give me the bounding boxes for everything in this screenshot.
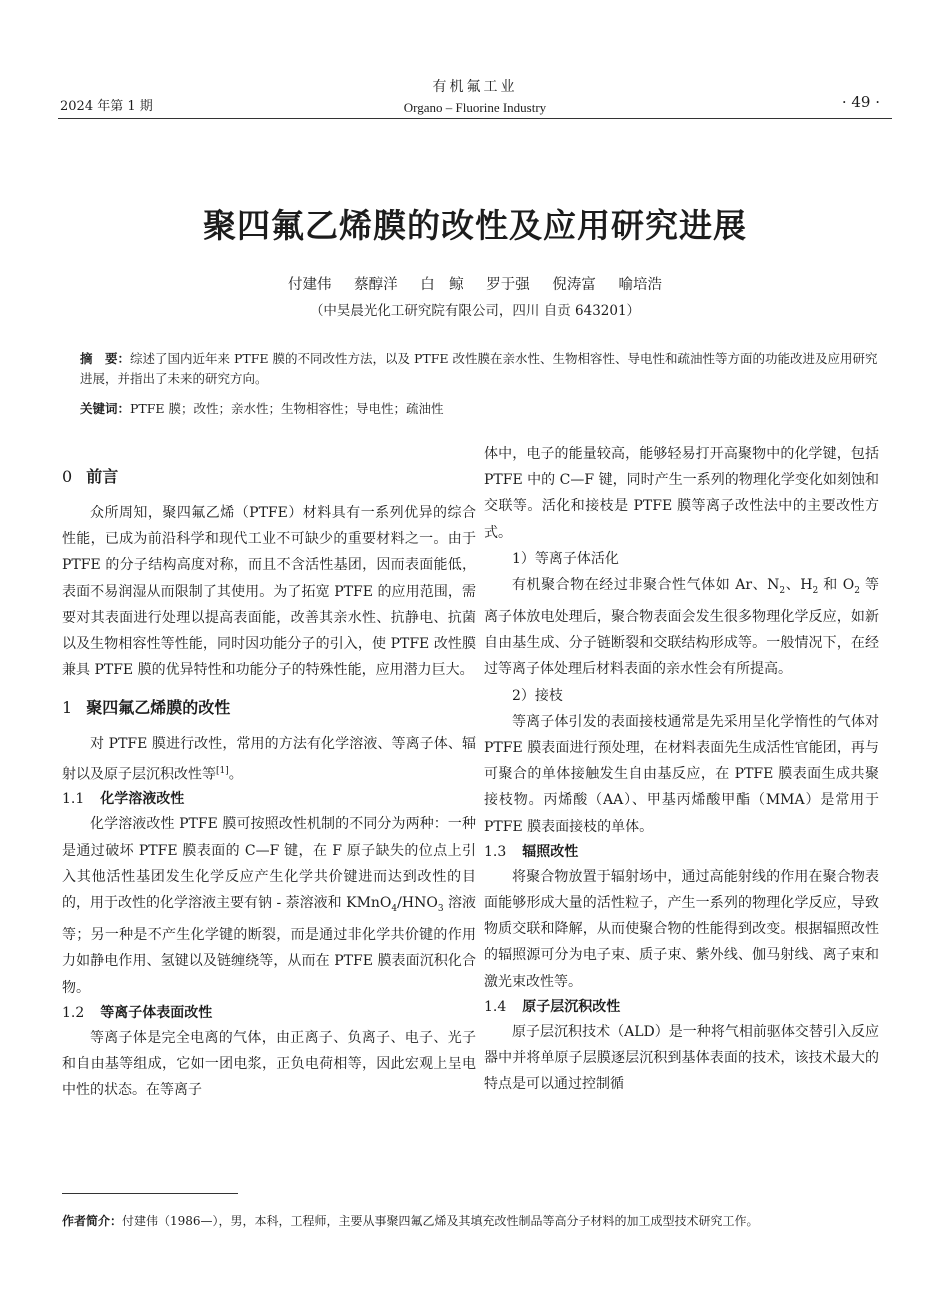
- keywords-label: 关键词：: [80, 401, 131, 416]
- abstract: [80, 349, 880, 389]
- subsection-heading: 1.4 原子层沉积改性: [484, 998, 621, 1015]
- paragraph: 体中，电子的能量较高，能够轻易打开高聚物中的化学键，包括 PTFE 中的 C—F 键，同时产生一系列的物理化学变化如刻蚀和交联等。活化和接枝是 PTFE 膜等离子改性法中的主要改性方式。: [484, 446, 879, 541]
- footnote-rule: [62, 1193, 238, 1194]
- paragraph: 原子层沉积技术（ALD）是一种将气相前驱体交替引入反应器中并将单原子层膜逐层沉积到基体表面的技术，该技术最大的特点是可以通过控制循: [484, 1023, 879, 1093]
- list-item-heading: 1）等离子体活化: [512, 550, 619, 567]
- author: 倪涛富: [552, 277, 596, 293]
- author-footnote: [62, 1212, 892, 1229]
- footnote-label: 作者简介：: [62, 1214, 123, 1228]
- article-title: 聚四氟乙烯膜的改性及应用研究进展: [203, 206, 747, 245]
- paragraph: 等离子体是完全电离的气体，由正离子、负离子、电子、光子和自由基等组成，它如一团电浆，正负电荷相等，因此宏观上呈电中性的状态。在等离子: [62, 1029, 476, 1099]
- footnote-text: 付建伟（1986—），男，本科，工程师，主要从事聚四氟乙烯及其填充改性制品等高分子材料的加工成型技术研究工作。: [122, 1214, 759, 1228]
- paragraph: 众所周知，聚四氟乙烯（PTFE）材料具有一系列优异的综合性能，已成为前沿科学和现代工业不可缺少的重要材料之一。由于 PTFE 的分子结构高度对称，而且不含活性基团，因而表面能低，表面不易润湿从而限制了其使用。为了拓宽 PTFE 的应用范围，需要对其表面进行处理以提高表面能，改善其亲水性、抗静电、抗菌以及生物相容性等性能，同时因功能分子的引入，使 PTFE 改性膜兼具 PTFE 膜的优异特性和功能分子的特殊性能，应用潜力巨大。: [62, 505, 476, 679]
- subsection-heading: 1.1 化学溶液改性: [62, 791, 185, 808]
- list-item-heading: 2）接枝: [512, 687, 563, 704]
- left-column: [62, 452, 476, 1103]
- section-heading: 0 前言: [62, 467, 119, 486]
- paragraph: 等离子体引发的表面接枝通常是先采用呈化学惰性的气体对 PTFE 膜表面进行预处理，在材料表面先生成活性官能团，再与可聚合的单体接触发生自由基反应，在 PTFE 膜表面生成共聚接枝物。丙烯酸（AA）、甲基丙烯酸甲酯（MMA）是常用于 PTFE 膜表面接枝的单体。: [484, 713, 879, 835]
- author: 付建伟: [287, 277, 332, 293]
- citation: [1]: [216, 765, 229, 776]
- affiliation: （中昊晨光化工研究院有限公司，四川 自贡 643201）: [309, 303, 641, 319]
- issue-label: 2024 年第 1 期: [60, 99, 153, 114]
- keywords-text: PTFE 膜；改性；亲水性；生物相容性；导电性；疏油性: [130, 401, 444, 416]
- header-rule: [58, 118, 892, 119]
- abstract-label: 摘 要：: [80, 351, 131, 366]
- paragraph: 将聚合物放置于辐射场中，通过高能射线的作用在聚合物表面能够形成大量的活性粒子，产生一系列的物理化学反应，导致物质交联和降解，从而使聚合物的性能得到改变。根据辐照改性的辐照源可分为电子束、质子束、紫外线、伽马射线、离子束和激光束改性等。: [484, 868, 879, 990]
- paragraph: 有机聚合物在经过非聚合性气体如 Ar、$N_2$、$H_2$ 和 $O_2$ 等离子体放电处理后，聚合物表面会发生很多物理化学反应，如新自由基生成、分子链断裂和交联结构形成等。一般情况下，在经过等离子体处理后材料表面的亲水性会有所提高。: [484, 577, 879, 678]
- journal-name-en: Organo – Fluorine Industry: [403, 100, 547, 115]
- author: 喻培浩: [618, 277, 663, 293]
- page-number: · 49 ·: [841, 93, 880, 111]
- author-list: [0, 273, 950, 294]
- author: 蔡醇洋: [354, 277, 398, 293]
- keywords: [80, 399, 880, 417]
- journal-header: [300, 76, 650, 116]
- journal-name-cn: 有机氟工业: [432, 79, 518, 95]
- abstract-text: 综述了国内近年来 PTFE 膜的不同改性方法，以及 PTFE 改性膜在亲水性、生物相容性、导电性和疏油性等方面的功能改进及应用研究进展，并指出了未来的研究方向。: [80, 351, 878, 386]
- author: 罗于强: [486, 277, 530, 293]
- section-heading: 1 聚四氟乙烯膜的改性: [62, 698, 231, 718]
- author: 白 鲸: [420, 277, 464, 293]
- subsection-heading: 1.2 等离子体表面改性: [62, 1004, 213, 1021]
- right-column: [484, 441, 879, 1097]
- paragraph: 化学溶液改性 PTFE 膜可按照改性机制的不同分为两种：一种是通过破坏 PTFE 膜表面的 C—F 键，在 F 原子缺失的位点上引入其他活性基团发生化学反应产生化学共价键进而达到改性的目的，用于改性的化学溶液主要有钠 - 萘溶液和 $KMnO_4/HNO_3$ 溶液等；另一种是不产生化学键的断裂，而是通过非化学共价键的作用力如静电作用、氢键以及链缠绕等，从而在 PTFE 膜表面沉积化合物。: [62, 816, 477, 996]
- paragraph: 对 PTFE 膜进行改性，常用的方法有化学溶液、等离子体、辐射以及原子层沉积改性等[1]。: [62, 736, 476, 783]
- subsection-heading: 1.3 辐照改性: [484, 843, 579, 860]
